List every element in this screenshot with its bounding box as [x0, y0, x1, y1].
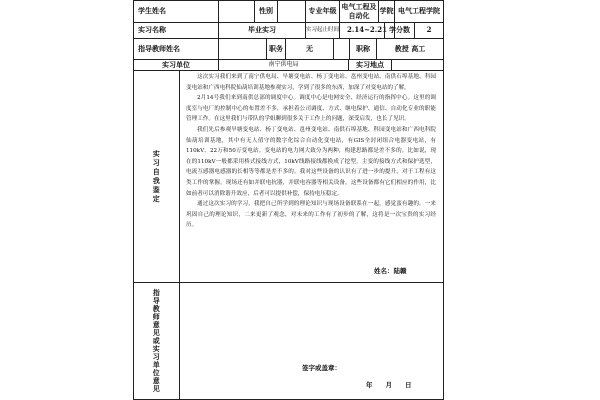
title-value: 教授 高工 [394, 43, 426, 53]
credits-label: 学分数 [384, 23, 415, 38]
title-label: 职称 [349, 39, 377, 59]
college-label: 学院 [379, 1, 395, 22]
advisor-signature-label: 签字或盖章： [302, 364, 341, 372]
self-eval-section [134, 71, 443, 283]
row-student-info [134, 0, 443, 23]
advisor-opinion-label: 指导教师意见或实习单位意见 [152, 289, 162, 393]
advisor-opinion-section [134, 283, 443, 400]
self-eval-text [186, 72, 436, 231]
practice-name-value: 毕业实习 [219, 23, 306, 38]
student-name-label: 学生姓名 [134, 1, 219, 22]
gap-cell [334, 39, 349, 59]
location-label: 实习地点 [349, 60, 392, 70]
self-eval-label: 实习自我鉴定 [152, 149, 162, 204]
self-eval-paragraph-2: 2月14号我们来到南供总部的调度中心。调度中心是电网安全、经济运行的指挥中心。这里的调度室与电厂的控制中心的布置差不多，承担着公司调度、方式、继电保护、通信、自动化专业的职能管理工作。在这里我们与带队的学姐聊到很多关于工作上的问题，深受启发，也长了见识。 [186, 95, 436, 123]
credits-value: 2 [426, 25, 432, 35]
advisor-name-value [219, 39, 267, 59]
gender-value [278, 1, 306, 22]
major-grade-value: 电气工程及自动化 [340, 1, 379, 22]
row-advisor-info [134, 39, 443, 60]
college-value: 电气工程学院 [398, 6, 440, 16]
self-eval-paragraph-1: 这次实习我们来到了南宁供电局、旱塘变电站、杨丁变电站、邕州变电站、南供石埠基地、科园变电站和广西电科院仙葫培训基地参观实习，学到了很多的东西，加深了对变电站的了解。 [186, 74, 436, 91]
row-practice-info [134, 23, 443, 39]
period-label: 实习起止时间 [306, 23, 340, 38]
practice-name-label: 实习名称 [134, 23, 219, 38]
gender-label: 性别 [255, 1, 278, 22]
unit-value: 南宁供电局 [219, 60, 349, 70]
row-unit-info [134, 60, 443, 71]
advisor-date-label: 年 月 日 [366, 381, 412, 389]
position-label: 职务 [267, 39, 286, 59]
unit-label: 实习单位 [134, 60, 219, 70]
internship-form [133, 0, 444, 400]
advisor-name-label: 指导教师姓名 [134, 39, 219, 59]
position-value: 无 [286, 39, 334, 59]
self-eval-paragraph-3: 我们先后参观旱塘变电站、杨丁变电站、邕州变电站、南供石埠基地、科园变电站和广西电科院仙葫培训基地，其中有无人值守的数字化综合自动化变电站，有GIS全封闭组合电器变电站，有110kV、22万和50万变电站。变电站的电力网大致分为两种，构建思路都是差不多的。比如说，现在的110kV一般都采用桥式接线方式，10kV线路接线都换成了挖型，主变的接线方式和保护选型，电流互感器电感器的长相等等都是差不多的。我对这些设备的认识有了进一步的提升，对于工程有这类工作的掌握。现场还有如并联电抗器，并联电容器等相关设备，这些设备都有它们相应的作用，比如前者可以消除谐升效应，后者可以提供补偿，保持电压稳定。 [186, 126, 436, 197]
major-grade-label: 专业年级 [306, 1, 340, 22]
self-eval-paragraph-4: 通过这次实习的学习，我把自己所学到的理论知识与现场设备联系在一起，感觉蛮有趣的。一来巩固自己的理论知识，二来更新了观念，对未来的工作有了初步的了解，这将是一次宝贵的实习经历。 [186, 201, 436, 229]
location-value [392, 60, 443, 70]
student-signature: 姓名：陆赣 [374, 267, 407, 275]
student-name-value [219, 1, 255, 22]
period-value: 2.14~2.21 [340, 23, 395, 38]
